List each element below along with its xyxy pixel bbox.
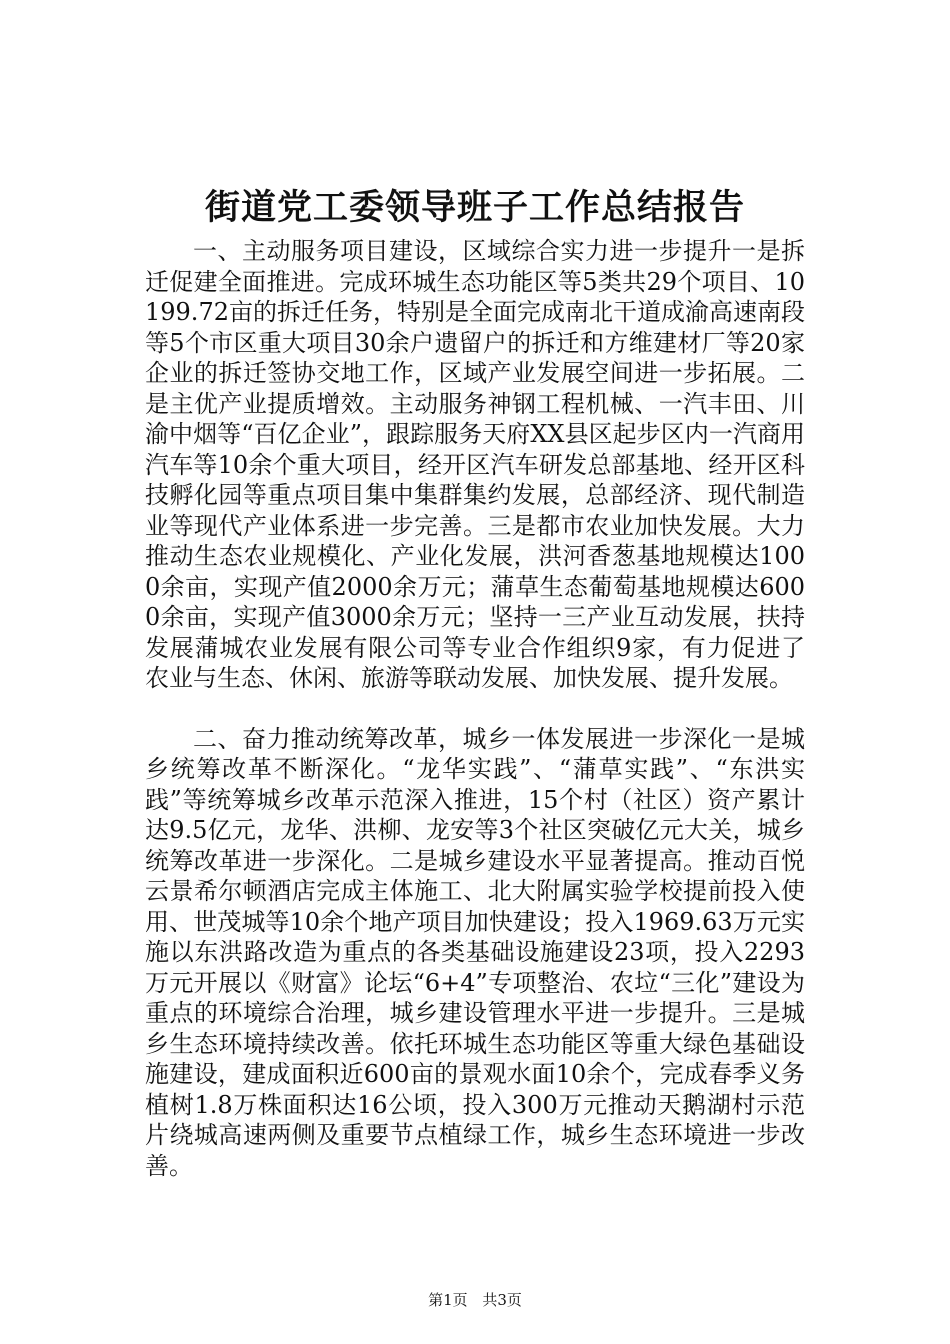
page-footer [0,1290,950,1310]
document-body [145,236,805,1181]
document-title: 街道党工委领导班子工作总结报告 [204,187,745,228]
page-number-total: 共3页 [482,1291,522,1309]
paragraph-1: 一、主动服务项目建设，区域综合实力进一步提升一是拆迁促建全面推进。完成环城生态功能区等5类共29个项目、10199.72亩的拆迁任务，特别是全面完成南北干道成渝高速南段等5个市区重大项目30余户遗留户的拆迁和方维建材厂等20家企业的拆迁签协交地工作，区域产业发展空间进一步拓展。二是主优产业提质增效。主动服务神钢工程机械、一汽丰田、川渝中烟等“百亿企业”，跟踪服务天府XX县区起步区内一汽商用汽车等10余个重大项目，经开区汽车研发总部基地、经开区科技孵化园等重点项目集中集群集约发展，总部经济、现代制造业等现代产业体系进一步完善。三是都市农业加快发展。大力推动生态农业规模化、产业化发展，洪河香葱基地规模达1000余亩，实现产值2000余万元；蒲草生态葡萄基地规模达6000余亩，实现产值3000余万元；坚持一三产业互动发展，扶持发展蒲城农业发展有限公司等专业合作组织9家，有力促进了农业与生态、休闲、旅游等联动发展、加快发展、提升发展。 [145,237,805,692]
paragraph-2: 二、奋力推动统筹改革，城乡一体发展进一步深化一是城乡统筹改革不断深化。“龙华实践”、“蒲草实践”、“东洪实践”等统筹城乡改革示范深入推进，15个村（社区）资产累计达9.5亿元，龙华、洪柳、龙安等3个社区突破亿元大关，城乡统筹改革进一步深化。二是城乡建设水平显著提高。推动百悦云景希尔顿酒店完成主体施工、北大附属实验学校提前投入使用、世茂城等10余个地产项目加快建设；投入1969.63万元实施以东洪路改造为重点的各类基础设施建设23项，投入2293万元开展以《财富》论坛“6+4”专项整治、农垃“三化”建设为重点的环境综合治理，城乡建设管理水平进一步提升。三是城乡生态环境持续改善。依托环城生态功能区等重大绿色基础设施建设，建成面积近600亩的景观水面10余个，完成春季义务植树1.8万株面积达16公顷，投入300万元推动天鹅湖村示范片绕城高速两侧及重要节点植绿工作，城乡生态环境进一步改善。 [145,724,805,1180]
page-number-current: 第1页 [428,1291,468,1309]
